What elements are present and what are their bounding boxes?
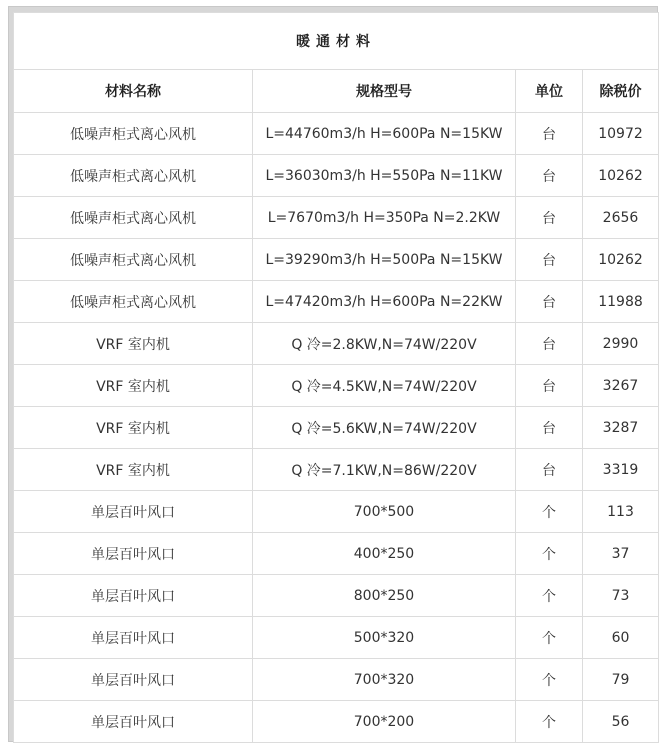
cell-price: 56 bbox=[583, 701, 659, 743]
cell-unit: 台 bbox=[516, 155, 583, 197]
table-row bbox=[14, 197, 659, 239]
cell-unit: 个 bbox=[516, 659, 583, 701]
cell-material-name: VRF 室内机 bbox=[14, 323, 253, 365]
cell-unit: 台 bbox=[516, 239, 583, 281]
cell-price: 2990 bbox=[583, 323, 659, 365]
cell-specification: L=47420m3/h H=600Pa N=22KW bbox=[253, 281, 516, 323]
header-unit: 单位 bbox=[516, 70, 583, 113]
cell-specification: 700*200 bbox=[253, 701, 516, 743]
cell-material-name: 低噪声柜式离心风机 bbox=[14, 281, 253, 323]
cell-price: 113 bbox=[583, 491, 659, 533]
cell-price: 2656 bbox=[583, 197, 659, 239]
cell-material-name: 单层百叶风口 bbox=[14, 575, 253, 617]
cell-material-name: 低噪声柜式离心风机 bbox=[14, 239, 253, 281]
cell-material-name: 单层百叶风口 bbox=[14, 701, 253, 743]
table-title: 暖通材料 bbox=[14, 13, 659, 70]
cell-price: 10262 bbox=[583, 239, 659, 281]
table-row bbox=[14, 323, 659, 365]
cell-specification: 400*250 bbox=[253, 533, 516, 575]
cell-specification: L=7670m3/h H=350Pa N=2.2KW bbox=[253, 197, 516, 239]
cell-unit: 台 bbox=[516, 323, 583, 365]
cell-specification: 500*320 bbox=[253, 617, 516, 659]
table-row bbox=[14, 365, 659, 407]
cell-specification: L=44760m3/h H=600Pa N=15KW bbox=[253, 113, 516, 155]
header-price-excl-tax: 除税价 bbox=[583, 70, 659, 113]
table-row bbox=[14, 407, 659, 449]
table-row bbox=[14, 449, 659, 491]
cell-material-name: 单层百叶风口 bbox=[14, 533, 253, 575]
cell-price: 3319 bbox=[583, 449, 659, 491]
header-specification: 规格型号 bbox=[253, 70, 516, 113]
cell-specification: Q 冷=7.1KW,N=86W/220V bbox=[253, 449, 516, 491]
table-row bbox=[14, 113, 659, 155]
cell-specification: L=39290m3/h H=500Pa N=15KW bbox=[253, 239, 516, 281]
cell-price: 10262 bbox=[583, 155, 659, 197]
cell-specification: 800*250 bbox=[253, 575, 516, 617]
cell-price: 3287 bbox=[583, 407, 659, 449]
table-row bbox=[14, 701, 659, 743]
cell-price: 60 bbox=[583, 617, 659, 659]
cell-specification: Q 冷=5.6KW,N=74W/220V bbox=[253, 407, 516, 449]
table-row bbox=[14, 617, 659, 659]
cell-unit: 台 bbox=[516, 365, 583, 407]
cell-material-name: VRF 室内机 bbox=[14, 449, 253, 491]
cell-unit: 个 bbox=[516, 617, 583, 659]
cell-unit: 个 bbox=[516, 533, 583, 575]
cell-unit: 台 bbox=[516, 113, 583, 155]
cell-price: 11988 bbox=[583, 281, 659, 323]
table-title-row bbox=[14, 13, 659, 70]
cell-specification: L=36030m3/h H=550Pa N=11KW bbox=[253, 155, 516, 197]
cell-price: 37 bbox=[583, 533, 659, 575]
table-row bbox=[14, 239, 659, 281]
cell-specification: Q 冷=2.8KW,N=74W/220V bbox=[253, 323, 516, 365]
table-row bbox=[14, 575, 659, 617]
cell-material-name: 低噪声柜式离心风机 bbox=[14, 113, 253, 155]
cell-material-name: 单层百叶风口 bbox=[14, 617, 253, 659]
cell-unit: 台 bbox=[516, 281, 583, 323]
cell-material-name: 低噪声柜式离心风机 bbox=[14, 197, 253, 239]
cell-price: 3267 bbox=[583, 365, 659, 407]
cell-unit: 个 bbox=[516, 701, 583, 743]
cell-price: 79 bbox=[583, 659, 659, 701]
cell-material-name: 低噪声柜式离心风机 bbox=[14, 155, 253, 197]
cell-unit: 台 bbox=[516, 407, 583, 449]
header-row bbox=[14, 70, 659, 113]
cell-material-name: VRF 室内机 bbox=[14, 407, 253, 449]
table-row bbox=[14, 491, 659, 533]
table-row bbox=[14, 155, 659, 197]
cell-material-name: 单层百叶风口 bbox=[14, 491, 253, 533]
cell-unit: 个 bbox=[516, 575, 583, 617]
cell-specification: 700*320 bbox=[253, 659, 516, 701]
hvac-materials-table bbox=[13, 12, 659, 743]
table-row bbox=[14, 659, 659, 701]
cell-material-name: VRF 室内机 bbox=[14, 365, 253, 407]
cell-price: 10972 bbox=[583, 113, 659, 155]
cell-unit: 个 bbox=[516, 491, 583, 533]
cell-specification: 700*500 bbox=[253, 491, 516, 533]
cell-price: 73 bbox=[583, 575, 659, 617]
cell-specification: Q 冷=4.5KW,N=74W/220V bbox=[253, 365, 516, 407]
cell-unit: 台 bbox=[516, 197, 583, 239]
cell-material-name: 单层百叶风口 bbox=[14, 659, 253, 701]
cell-unit: 台 bbox=[516, 449, 583, 491]
header-material-name: 材料名称 bbox=[14, 70, 253, 113]
table-row bbox=[14, 281, 659, 323]
table-row bbox=[14, 533, 659, 575]
